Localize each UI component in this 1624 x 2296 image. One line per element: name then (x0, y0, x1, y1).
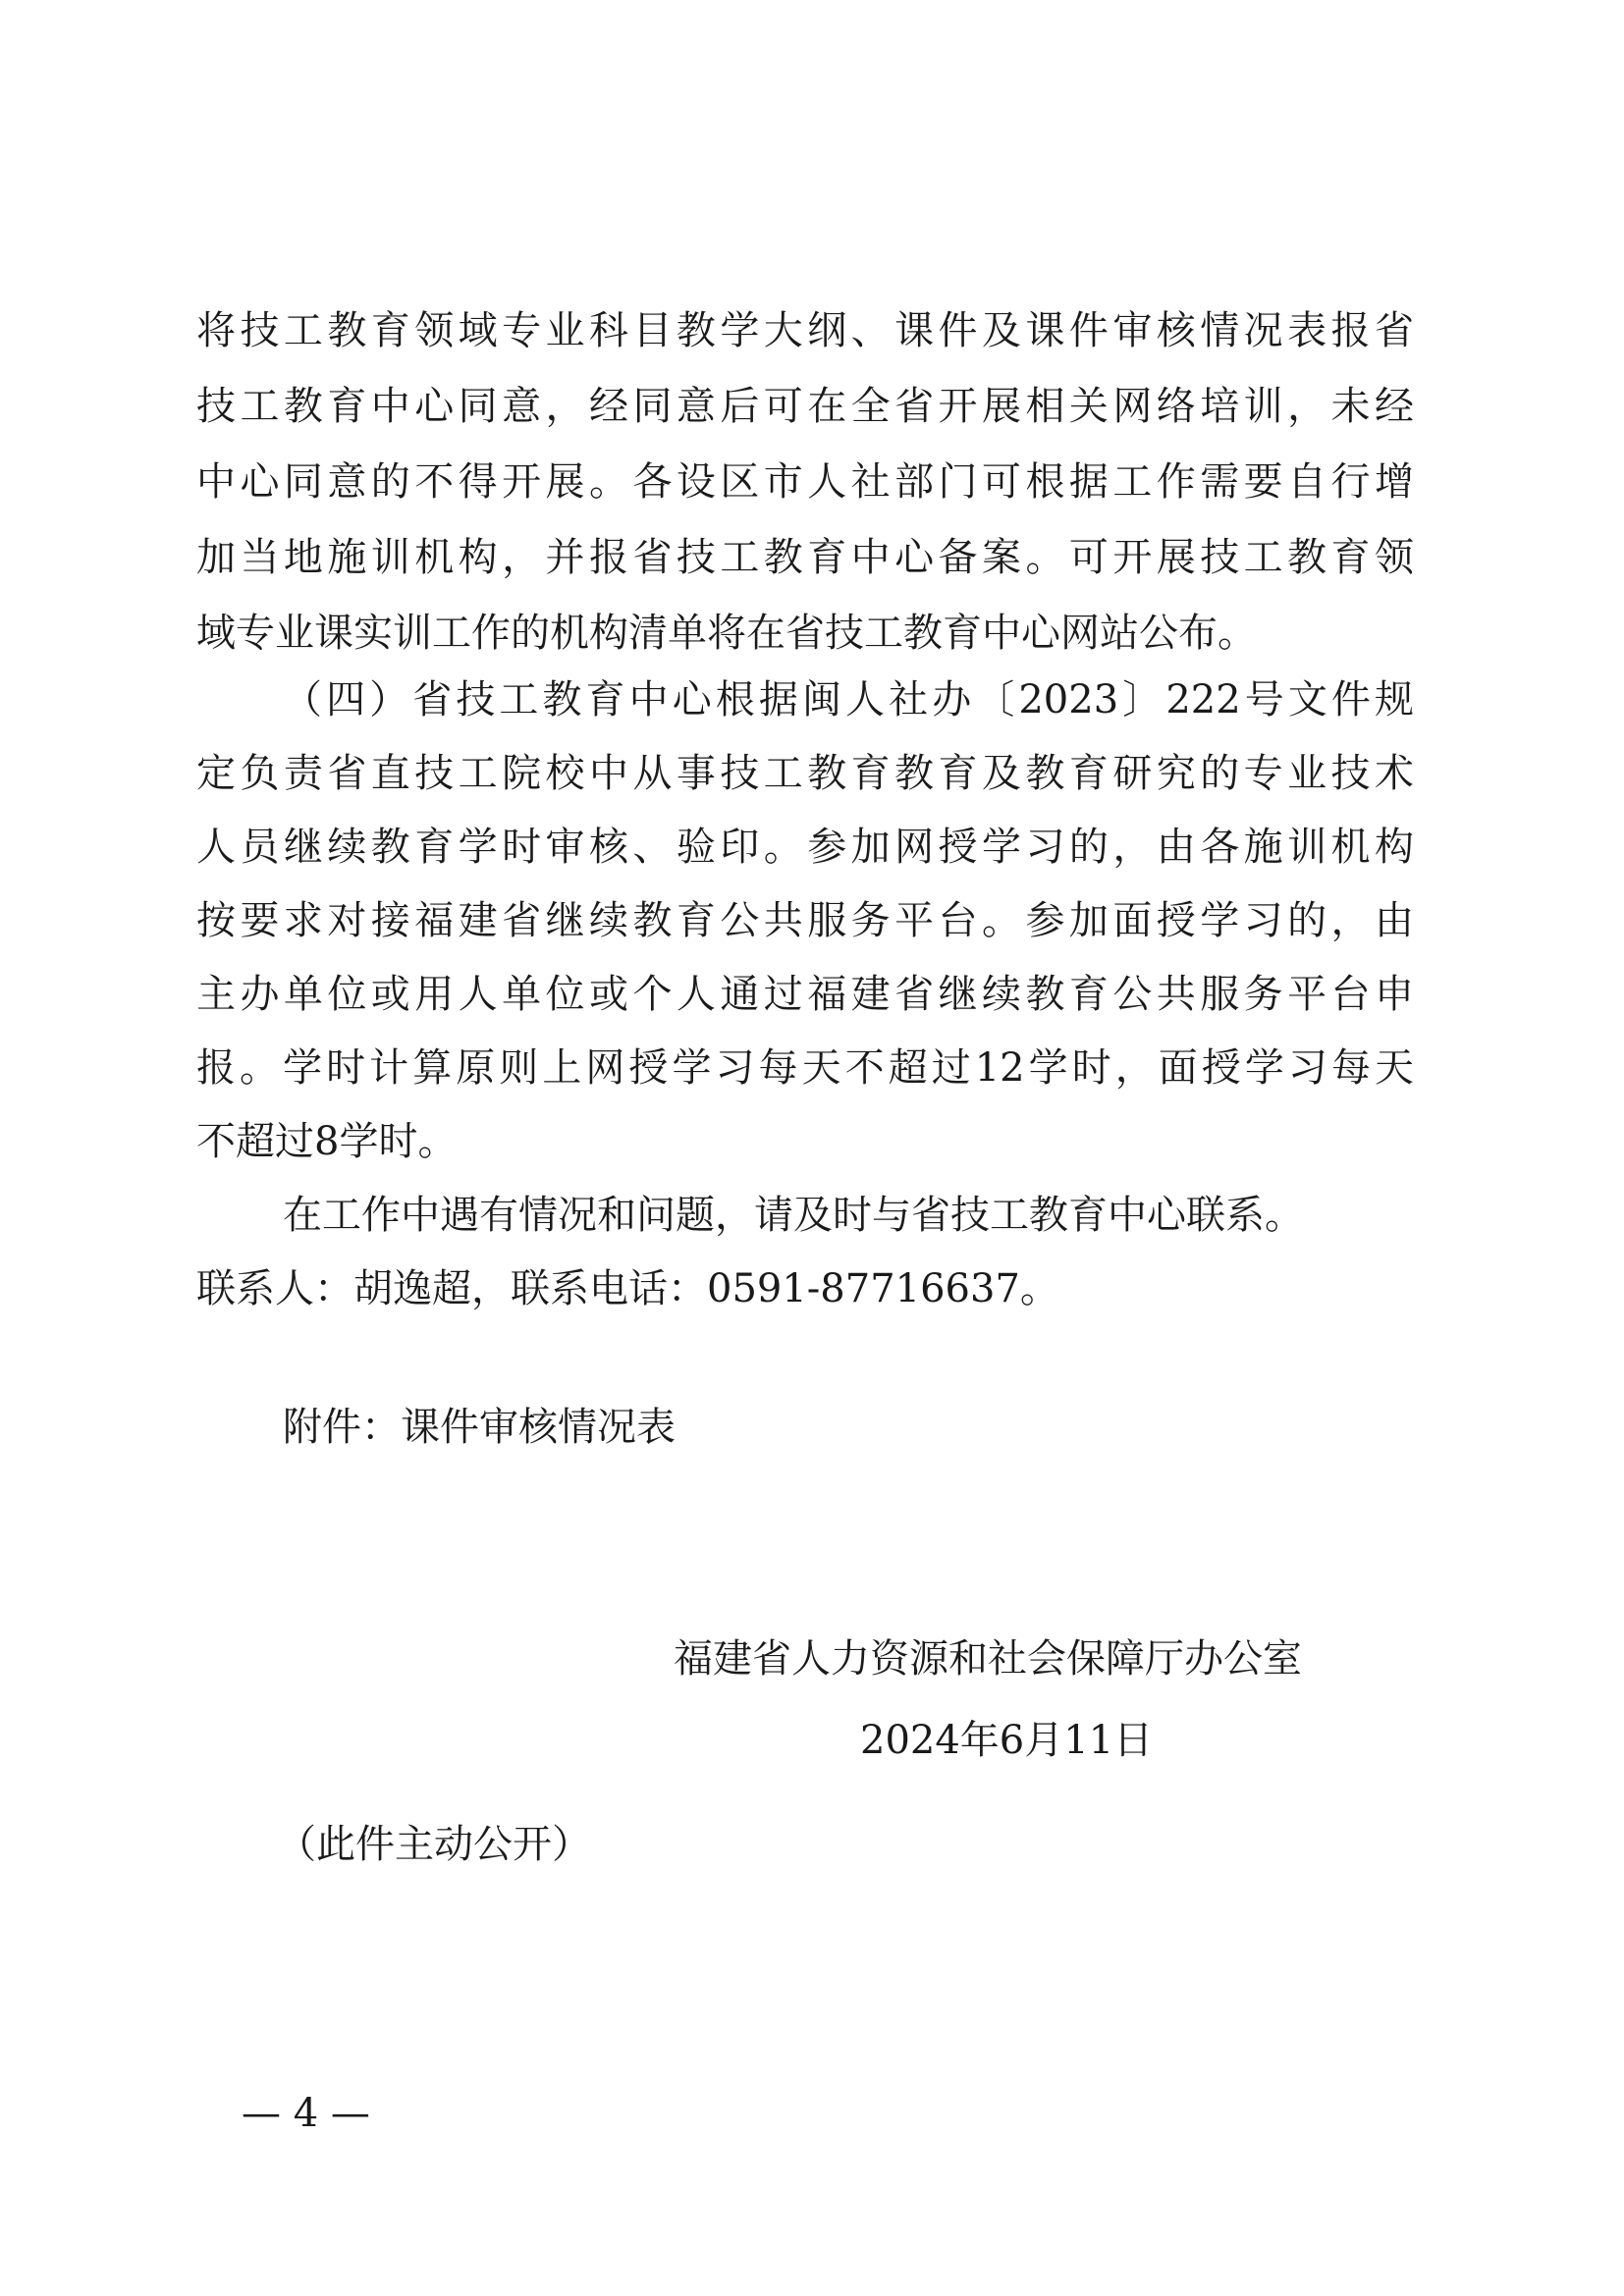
paragraph-line: 人员继续教育学时审核、验印。参加网授学习的，由各施训机构 (196, 825, 1414, 870)
paragraph-line: 加当地施训机构，并报省技工教育中心备案。可开展技工教育领 (196, 535, 1414, 580)
page-number: — 4 — (242, 2091, 370, 2136)
attachment-line: 附件：课件审核情况表 (283, 1405, 676, 1450)
paragraph-line: 报。学时计算原则上网授学习每天不超过12学时，面授学习每天 (196, 1045, 1414, 1091)
paragraph-line: 中心同意的不得开展。各设区市人社部门可根据工作需要自行增 (196, 459, 1414, 505)
paragraph-line: 定负责省直技工院校中从事技工教育教育及教育研究的专业技术 (196, 751, 1414, 796)
paragraph-line: 域专业课实训工作的机构清单将在省技工教育中心网站公布。 (196, 611, 1257, 656)
paragraph-line: 按要求对接福建省继续教育公共服务平台。参加面授学习的，由 (196, 898, 1414, 943)
paragraph-line: 联系人：胡逸超，联系电话：0591-87716637。 (196, 1266, 1059, 1311)
paragraph-line: （四）省技工教育中心根据闽人社办〔2023〕222号文件规 (283, 677, 1414, 722)
paragraph-line: 在工作中遇有情况和问题，请及时与省技工教育中心联系。 (283, 1193, 1304, 1238)
public-disclosure-note: （此件主动公开） (277, 1822, 591, 1867)
paragraph-line: 主办单位或用人单位或个人通过福建省继续教育公共服务平台申 (196, 972, 1414, 1017)
signature-organization: 福建省人力资源和社会保障厅办公室 (674, 1636, 1302, 1682)
paragraph-line: 将技工教育领域专业科目教学大纲、课件及课件审核情况表报省 (196, 308, 1414, 353)
paragraph-line: 技工教育中心同意，经同意后可在全省开展相关网络培训，未经 (196, 384, 1414, 429)
paragraph-line: 不超过8学时。 (196, 1119, 458, 1164)
signature-date: 2024年6月11日 (860, 1718, 1154, 1763)
